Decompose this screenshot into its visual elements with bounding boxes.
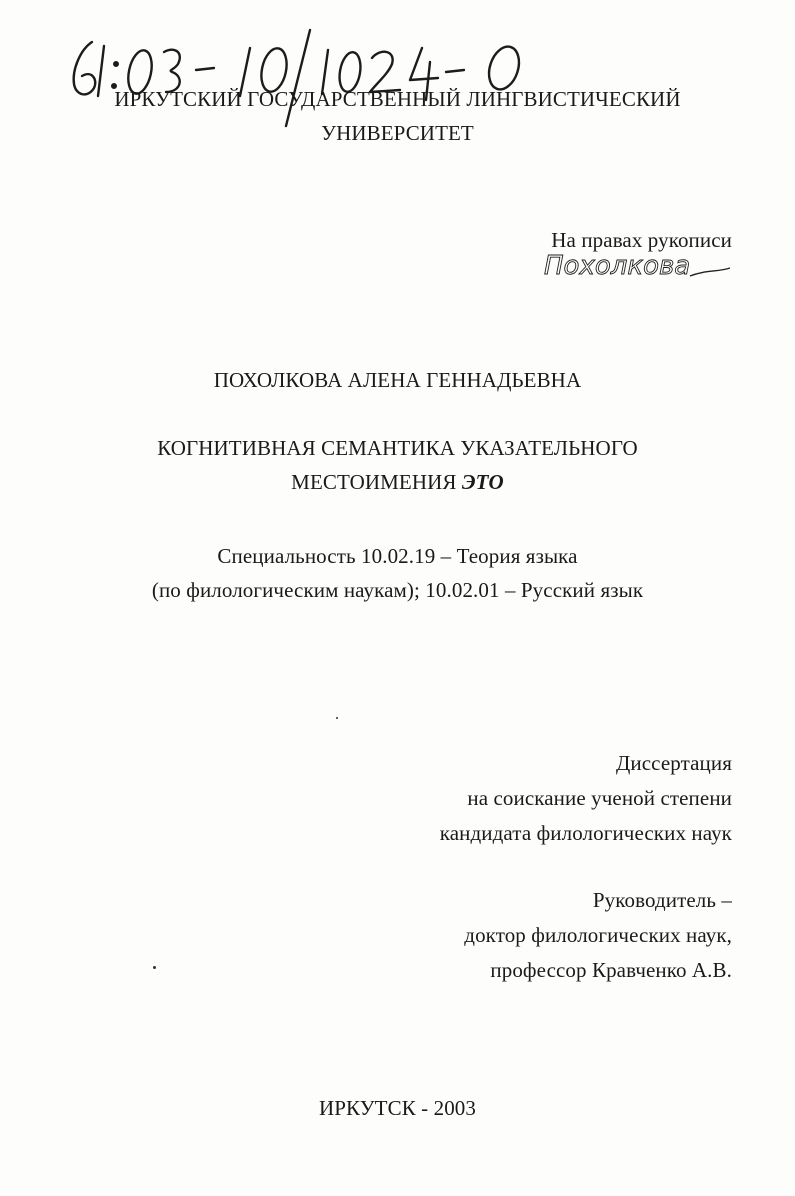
supervisor-line2: доктор филологических наук, xyxy=(464,923,732,947)
title-keyword: ЭТО xyxy=(461,470,504,494)
city-year: ИРКУТСК - 2003 xyxy=(318,1096,477,1120)
handwritten-catalog-code xyxy=(60,22,580,132)
university-name-line1: ИРКУТСКИЙ ГОСУДАРСТВЕННЫЙ ЛИНГВИСТИЧЕСКИЙ xyxy=(114,87,681,111)
manuscript-rights: На правах рукописи xyxy=(551,228,732,252)
specialty-line2: (по филологическим наукам); 10.02.01 – Русский язык xyxy=(151,578,644,602)
specialty-line1: Специальность 10.02.19 – Теория языка xyxy=(217,544,578,568)
dissertation-title-line1: КОГНИТИВНАЯ СЕМАНТИКА УКАЗАТЕЛЬНОГО xyxy=(157,436,638,460)
scan-speck xyxy=(336,717,338,719)
title-line2-prefix: МЕСТОИМЕНИЯ xyxy=(291,470,457,494)
signature-text: Похолкова xyxy=(544,251,691,281)
supervisor-line1: Руководитель – xyxy=(592,888,732,912)
supervisor-line3: профессор Кравченко А.В. xyxy=(490,958,732,982)
scan-speck xyxy=(153,966,156,969)
university-name-line2: УНИВЕРСИТЕТ xyxy=(321,121,474,145)
dissertation-title-line2 xyxy=(0,470,795,494)
handwritten-signature xyxy=(540,246,740,286)
author-name: ПОХОЛКОВА АЛЕНА ГЕННАДЬЕВНА xyxy=(213,368,582,392)
dissertation-line2: на соискание ученой степени xyxy=(467,786,732,810)
dissertation-line1: Диссертация xyxy=(616,751,732,775)
dissertation-line3: кандидата филологических наук xyxy=(439,821,732,845)
